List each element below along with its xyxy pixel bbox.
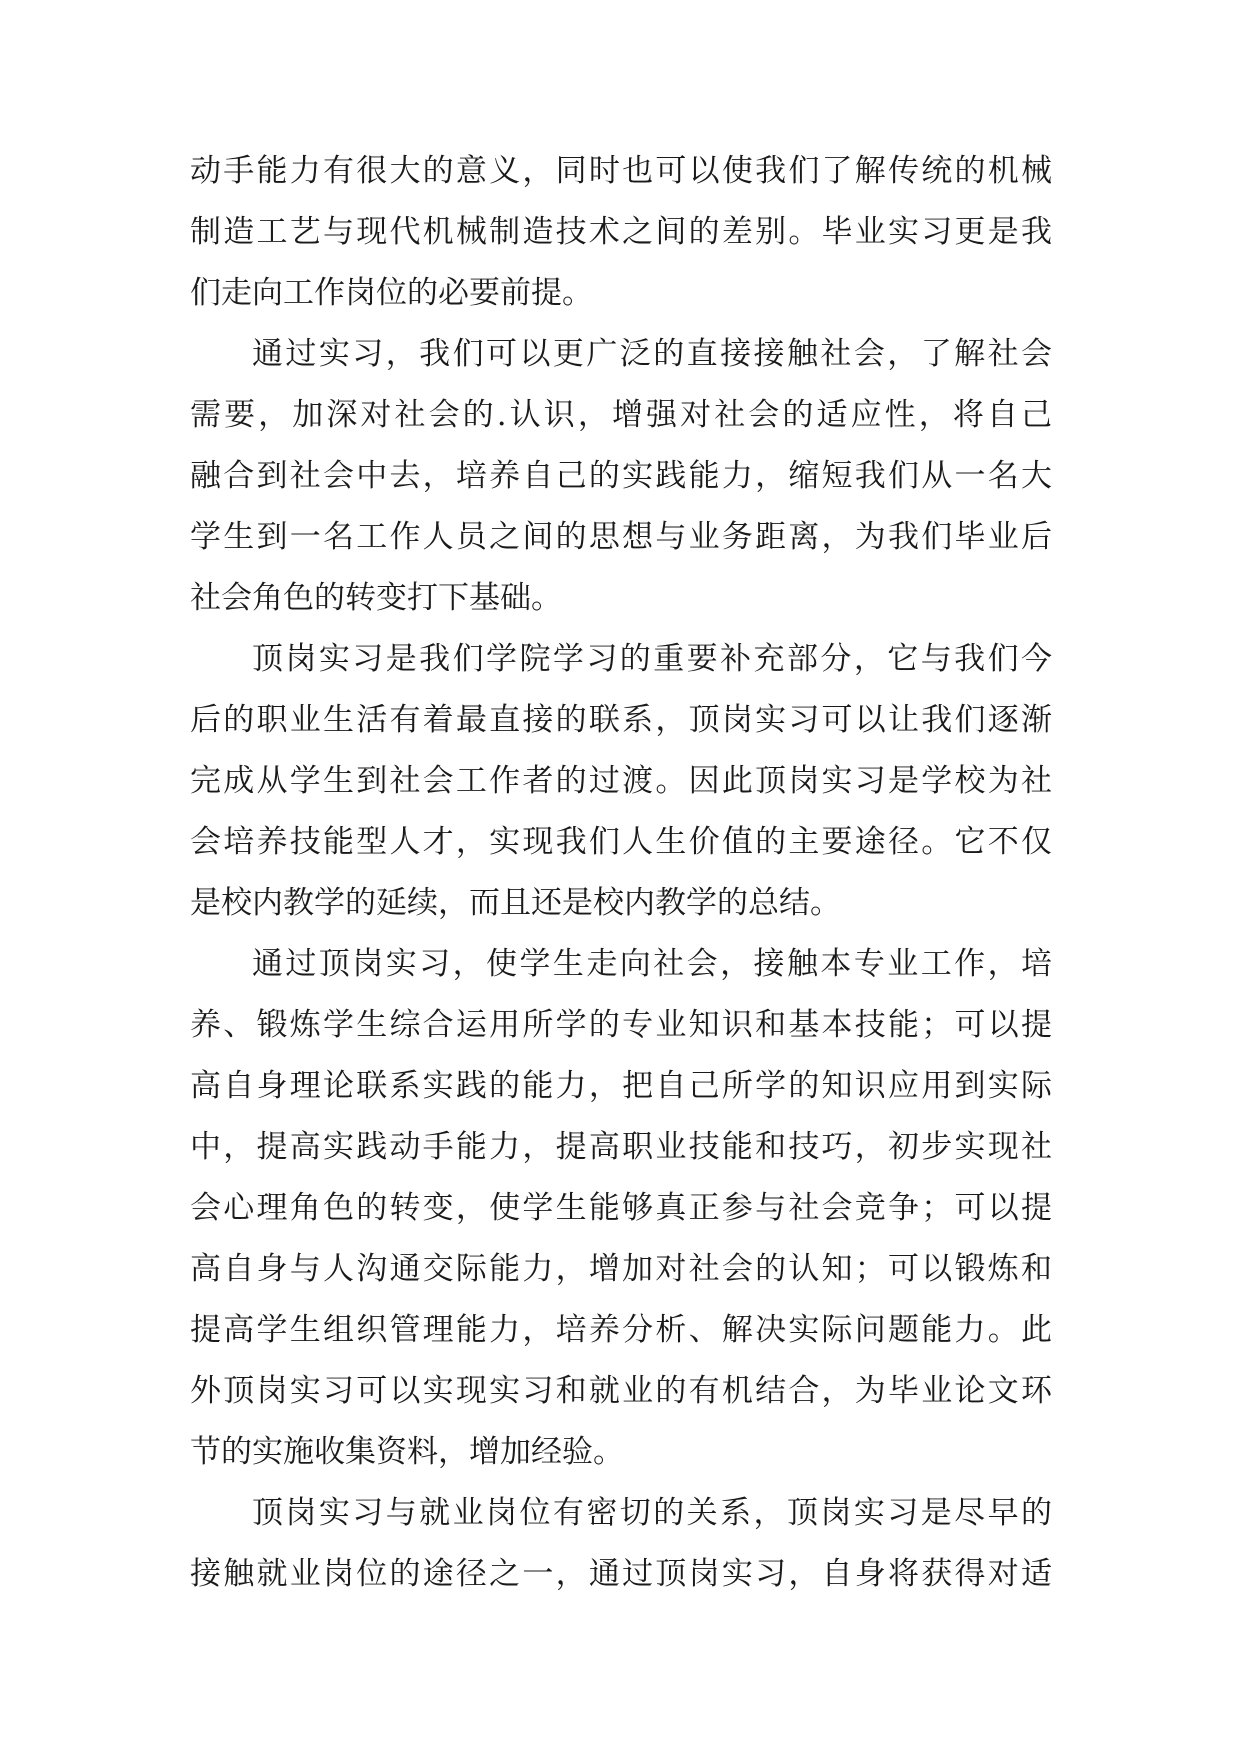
document-body	[190, 153, 1052, 1620]
text-line: 节的实施收集资料，增加经验。	[190, 1434, 624, 1470]
text-line: 们走向工作岗位的必要前提。	[190, 275, 593, 311]
paragraph	[190, 153, 1052, 339]
paragraph	[190, 946, 1052, 1498]
text-line: 通过实习，我们可以更广泛的直接接触社会，了解社会	[252, 336, 1052, 372]
text-line: 动手能力有很大的意义，同时也可以使我们了解传统的机械	[190, 153, 1052, 189]
text-line: 高自身理论联系实践的能力，把自己所学的知识应用到实际	[190, 1068, 1052, 1104]
text-line: 顶岗实习是我们学院学习的重要补充部分，它与我们今	[252, 641, 1052, 677]
text-line: 接触就业岗位的途径之一，通过顶岗实习，自身将获得对适	[190, 1556, 1052, 1592]
text-line: 社会角色的转变打下基础。	[190, 580, 562, 616]
text-line: 提高学生组织管理能力，培养分析、解决实际问题能力。此	[190, 1312, 1052, 1348]
text-line: 外顶岗实习可以实现实习和就业的有机结合，为毕业论文环	[190, 1373, 1052, 1409]
text-line: 会培养技能型人才，实现我们人生价值的主要途径。它不仅	[190, 824, 1052, 860]
paragraph	[190, 1495, 1052, 1620]
text-line: 会心理角色的转变，使学生能够真正参与社会竞争；可以提	[190, 1190, 1052, 1226]
text-line: 需要，加深对社会的.认识，增强对社会的适应性，将自己	[190, 397, 1052, 433]
text-line: 中，提高实践动手能力，提高职业技能和技巧，初步实现社	[190, 1129, 1052, 1165]
text-line: 顶岗实习与就业岗位有密切的关系，顶岗实习是尽早的	[252, 1495, 1052, 1531]
text-line: 养、锻炼学生综合运用所学的专业知识和基本技能；可以提	[190, 1007, 1052, 1043]
text-line: 制造工艺与现代机械制造技术之间的差别。毕业实习更是我	[190, 214, 1052, 250]
paragraph	[190, 641, 1052, 949]
text-line: 完成从学生到社会工作者的过渡。因此顶岗实习是学校为社	[190, 763, 1052, 799]
text-line: 高自身与人沟通交际能力，增加对社会的认知；可以锻炼和	[190, 1251, 1052, 1287]
text-line: 后的职业生活有着最直接的联系，顶岗实习可以让我们逐渐	[190, 702, 1052, 738]
text-line: 通过顶岗实习，使学生走向社会，接触本专业工作，培	[252, 946, 1052, 982]
paragraph	[190, 336, 1052, 644]
text-line: 是校内教学的延续，而且还是校内教学的总结。	[190, 885, 841, 921]
text-line: 学生到一名工作人员之间的思想与业务距离，为我们毕业后	[190, 519, 1052, 555]
text-line: 融合到社会中去，培养自己的实践能力，缩短我们从一名大	[190, 458, 1052, 494]
